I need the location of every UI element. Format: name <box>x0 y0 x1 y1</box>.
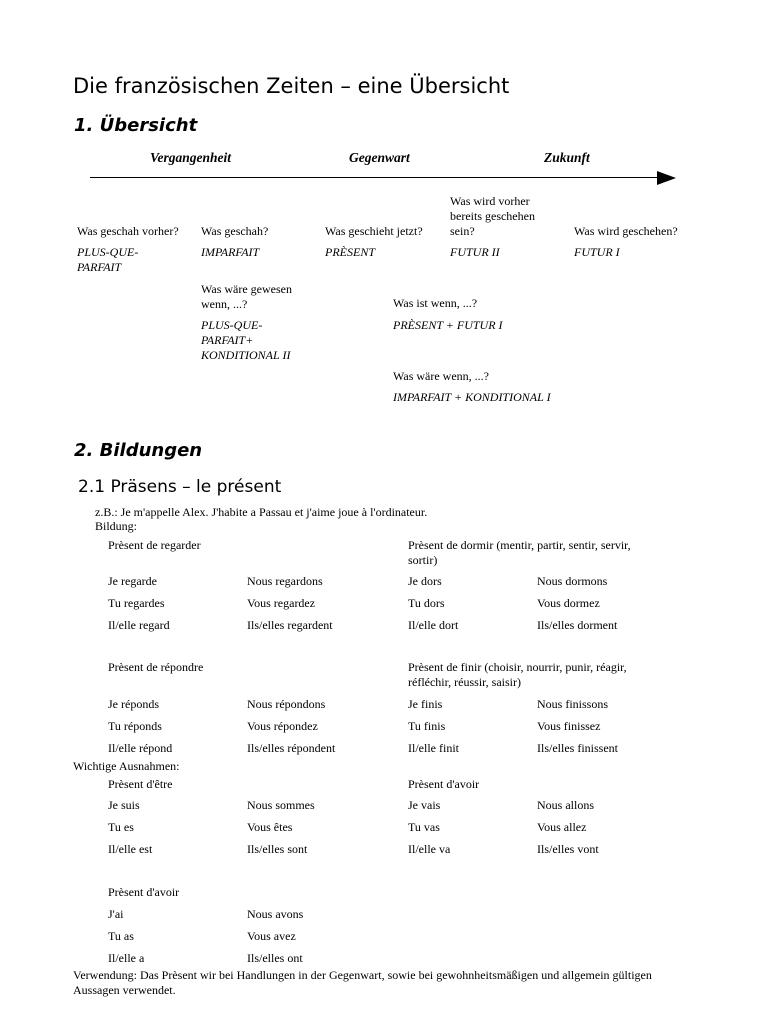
conj-cell: Je dors <box>408 574 442 588</box>
conj-cell: Vous êtes <box>247 820 293 834</box>
conj-cell: Tu finis <box>408 719 446 733</box>
question-plusqueparfait: Was geschah vorher? <box>77 224 179 238</box>
conj-cell: Nous regardons <box>247 574 323 588</box>
subsection-heading-present: 2.1 Präsens – le présent <box>78 477 282 497</box>
conj-cell: Nous allons <box>537 798 594 812</box>
conj-cell: Il/elle a <box>108 951 145 965</box>
tense-futur2: FUTUR II <box>450 245 500 259</box>
section-heading-formation: 2. Bildungen <box>74 440 203 461</box>
conj-title-repondre: Prèsent de répondre <box>108 660 204 674</box>
conj-title-regarder: Prèsent de regarder <box>108 538 201 552</box>
timeline-label-past: Vergangenheit <box>150 150 232 165</box>
conj-cell: Tu as <box>108 929 134 943</box>
question-present: Was geschieht jetzt? <box>325 224 423 238</box>
question-conditional-past: Was wäre gewesen wenn, ...? <box>201 282 292 311</box>
question-imparfait: Was geschah? <box>201 224 269 238</box>
conj-cell: Ils/elles vont <box>537 842 599 856</box>
conj-cell: Je vais <box>408 798 441 812</box>
conj-title-avoir: Prèsent d'avoir <box>108 885 180 899</box>
exceptions-label: Wichtige Ausnahmen: <box>73 759 180 773</box>
conj-title-etre: Prèsent d'être <box>108 777 173 791</box>
conj-cell: Il/elle répond <box>108 741 173 755</box>
conj-cell: Ils/elles regardent <box>247 618 333 632</box>
tense-conditional-real: PRÈSENT + FUTUR I <box>393 318 503 332</box>
question-conditional-unreal: Was wäre wenn, ...? <box>393 369 489 383</box>
conj-cell: Ils/elles dorment <box>537 618 618 632</box>
timeline-label-present: Gegenwart <box>349 150 410 165</box>
conj-cell: Tu vas <box>408 820 440 834</box>
conj-cell: Il/elle va <box>408 842 451 856</box>
conj-cell: Vous avez <box>247 929 296 943</box>
section-heading-overview: 1. Übersicht <box>74 115 198 136</box>
conj-cell: Tu regardes <box>108 596 165 610</box>
conj-cell: Nous répondons <box>247 697 326 711</box>
conj-cell: Nous sommes <box>247 798 315 812</box>
tense-futur1: FUTUR I <box>574 245 620 259</box>
timeline-arrow-line <box>90 177 660 178</box>
conj-cell: Nous finissons <box>537 697 609 711</box>
question-futur2: Was wird vorher bereits geschehen sein? <box>450 194 535 238</box>
tense-conditional-unreal: IMPARFAIT + KONDITIONAL I <box>393 390 551 404</box>
tense-present: PRÈSENT <box>325 245 375 259</box>
conj-cell: Je réponds <box>108 697 159 711</box>
timeline-label-future: Zukunft <box>544 150 590 165</box>
tense-imparfait: IMPARFAIT <box>201 245 260 259</box>
conj-title-finir: Prèsent de finir (choisir, nourrir, punir, réagir, réfléchir, réussir, saisir) <box>408 660 627 689</box>
conj-cell: J'ai <box>108 907 124 921</box>
conj-cell: Tu dors <box>408 596 445 610</box>
conj-cell: Vous regardez <box>247 596 316 610</box>
conj-title-aller: Prèsent d'avoir <box>408 777 480 791</box>
timeline-arrow-head <box>657 171 676 185</box>
conj-cell: Il/elle dort <box>408 618 459 632</box>
conj-cell: Je suis <box>108 798 140 812</box>
conj-cell: Vous répondez <box>247 719 318 733</box>
tense-conditional-past: PLUS-QUE- PARFAIT+ KONDITIONAL II <box>201 318 291 362</box>
tense-plusqueparfait: PLUS-QUE- PARFAIT <box>77 245 139 274</box>
conj-cell: Ils/elles répondent <box>247 741 336 755</box>
conj-cell: Tu es <box>108 820 134 834</box>
question-futur1: Was wird geschehen? <box>574 224 678 238</box>
conj-cell: Il/elle regard <box>108 618 170 632</box>
conj-cell: Vous allez <box>537 820 587 834</box>
formation-label: Bildung: <box>95 519 138 533</box>
page-title: Die französischen Zeiten – eine Übersicht <box>73 74 510 98</box>
conj-cell: Il/elle est <box>108 842 153 856</box>
usage-paragraph: Verwendung: Das Prèsent wir bei Handlungen in der Gegenwart, sowie bei gewohnheitsmäßigen und allgemein gültigen Aussagen verwendet. <box>73 968 652 997</box>
conj-cell: Ils/elles finissent <box>537 741 618 755</box>
conj-cell: Vous dormez <box>537 596 600 610</box>
conj-cell: Je regarde <box>108 574 157 588</box>
conj-cell: Tu réponds <box>108 719 162 733</box>
conj-cell: Il/elle finit <box>408 741 459 755</box>
conj-cell: Nous dormons <box>537 574 608 588</box>
conj-cell: Nous avons <box>247 907 304 921</box>
conj-cell: Ils/elles ont <box>247 951 303 965</box>
conj-cell: Je finis <box>408 697 443 711</box>
question-conditional-real: Was ist wenn, ...? <box>393 296 478 310</box>
conj-cell: Vous finissez <box>537 719 601 733</box>
conj-cell: Ils/elles sont <box>247 842 308 856</box>
conj-title-dormir: Prèsent de dormir (mentir, partir, sentir, servir, sortir) <box>408 538 631 567</box>
example-sentence: z.B.: Je m'appelle Alex. J'habite a Passau et j'aime joue à l'ordinateur. <box>95 505 428 519</box>
